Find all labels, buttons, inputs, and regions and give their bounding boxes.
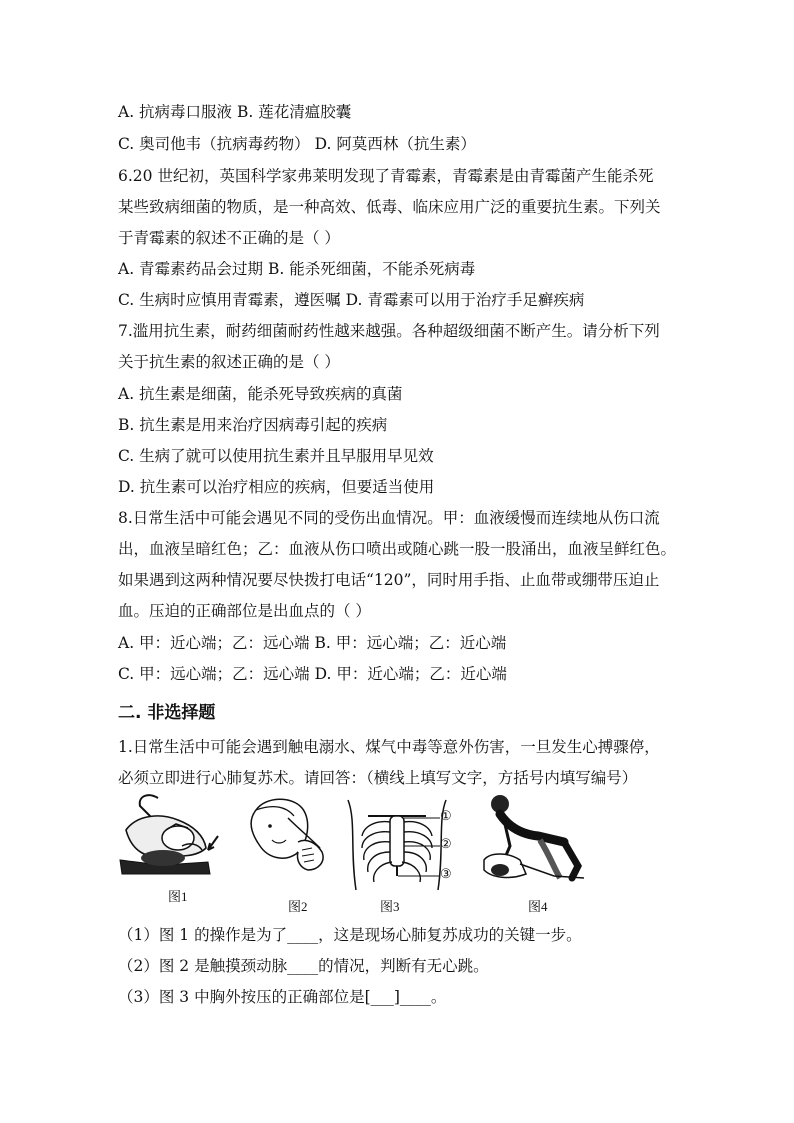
q7-stem-line2: 关于抗生素的叙述正确的是（ ） — [118, 353, 340, 371]
section-heading: 二. 非选择题 — [118, 703, 216, 723]
q6-stem-line1: 6.20 世纪初，英国科学家弗莱明发现了青霉素，青霉素是由青霉菌产生能杀死 — [118, 167, 654, 185]
marker-3: ③ — [440, 866, 452, 881]
figure1-illustration — [118, 790, 228, 885]
figure2-illustration — [242, 790, 332, 885]
q7-stem-line1: 7.滥用抗生素，耐药细菌耐药性越来越强。各种超级细菌不断产生。请分析下列 — [118, 322, 660, 340]
q6-stem-line3: 于青霉素的叙述不正确的是（ ） — [118, 229, 340, 247]
q7-option-b: B. 抗生素是用来治疗因病毒引起的疾病 — [118, 416, 388, 434]
q6-options-ab: A. 青霉素药品会过期 B. 能杀死细菌，不能杀死病毒 — [118, 260, 476, 278]
q7-option-c: C. 生病了就可以使用抗生素并且早服用早见效 — [118, 447, 434, 465]
q5-options-ab: A. 抗病毒口服液 B. 莲花清瘟胶囊 — [118, 103, 352, 121]
q8-stem-line3: 如果遇到这两种情况要尽快拨打电话“120”，同时用手指、止血带或绷带压迫止 — [118, 571, 660, 589]
q6-options-cd: C. 生病时应慎用青霉素，遵医嘱 D. 青霉素可以用于治疗手足癣疾病 — [118, 291, 585, 309]
figure2-label: 图2 — [288, 899, 308, 914]
s2-q1-sub2: （2）图 2 是触摸颈动脉____的情况，判断有无心跳。 — [118, 957, 489, 975]
figure3-illustration — [342, 790, 452, 895]
figure4-label: 图4 — [528, 899, 548, 914]
figure3-label: 图3 — [380, 899, 400, 914]
q5-options-cd: C. 奥司他韦（抗病毒药物） D. 阿莫西林（抗生素） — [118, 135, 476, 153]
marker-1: ① — [440, 808, 452, 823]
s2-q1-sub1: （1）图 1 的操作是为了____，这是现场心肺复苏成功的关键一步。 — [118, 926, 582, 944]
q8-stem-line4: 血。压迫的正确部位是出血点的（ ） — [118, 602, 371, 620]
s2-q1-sub3: （3）图 3 中胸外按压的正确部位是[___]____。 — [118, 988, 447, 1006]
q8-stem-line1: 8.日常生活中可能会遇见不同的受伤出血情况。甲：血液缓慢而连续地从伤口流 — [118, 509, 660, 527]
s2-q1-stem-line2: 必须立即进行心肺复苏术。请回答：（横线上填写文字，方括号内填写编号） — [118, 769, 638, 787]
cpr-figures — [118, 790, 608, 920]
q7-option-a: A. 抗生素是细菌，能杀死导致疾病的真菌 — [118, 385, 403, 403]
q8-stem-line2: 出，血液呈暗红色；乙：血液从伤口喷出或随心跳一股一股涌出，血液呈鲜红色。 — [118, 540, 677, 558]
figure1-label: 图1 — [168, 889, 188, 904]
figure4-illustration — [480, 790, 600, 890]
s2-q1-stem-line1: 1.日常生活中可能会遇到触电溺水、煤气中毒等意外伤害，一旦发生心搏骤停， — [118, 738, 660, 756]
q8-options-cd: C. 甲：远心端；乙：远心端 D. 甲：近心端；乙：近心端 — [118, 665, 507, 683]
q7-option-d: D. 抗生素可以治疗相应的疾病，但要适当使用 — [118, 478, 435, 496]
q6-stem-line2: 某些致病细菌的物质，是一种高效、低毒、临床应用广泛的重要抗生素。下列关 — [118, 198, 661, 216]
marker-2: ② — [440, 836, 452, 851]
q8-options-ab: A. 甲：近心端；乙：远心端 B. 甲：远心端；乙：近心端 — [118, 634, 507, 652]
